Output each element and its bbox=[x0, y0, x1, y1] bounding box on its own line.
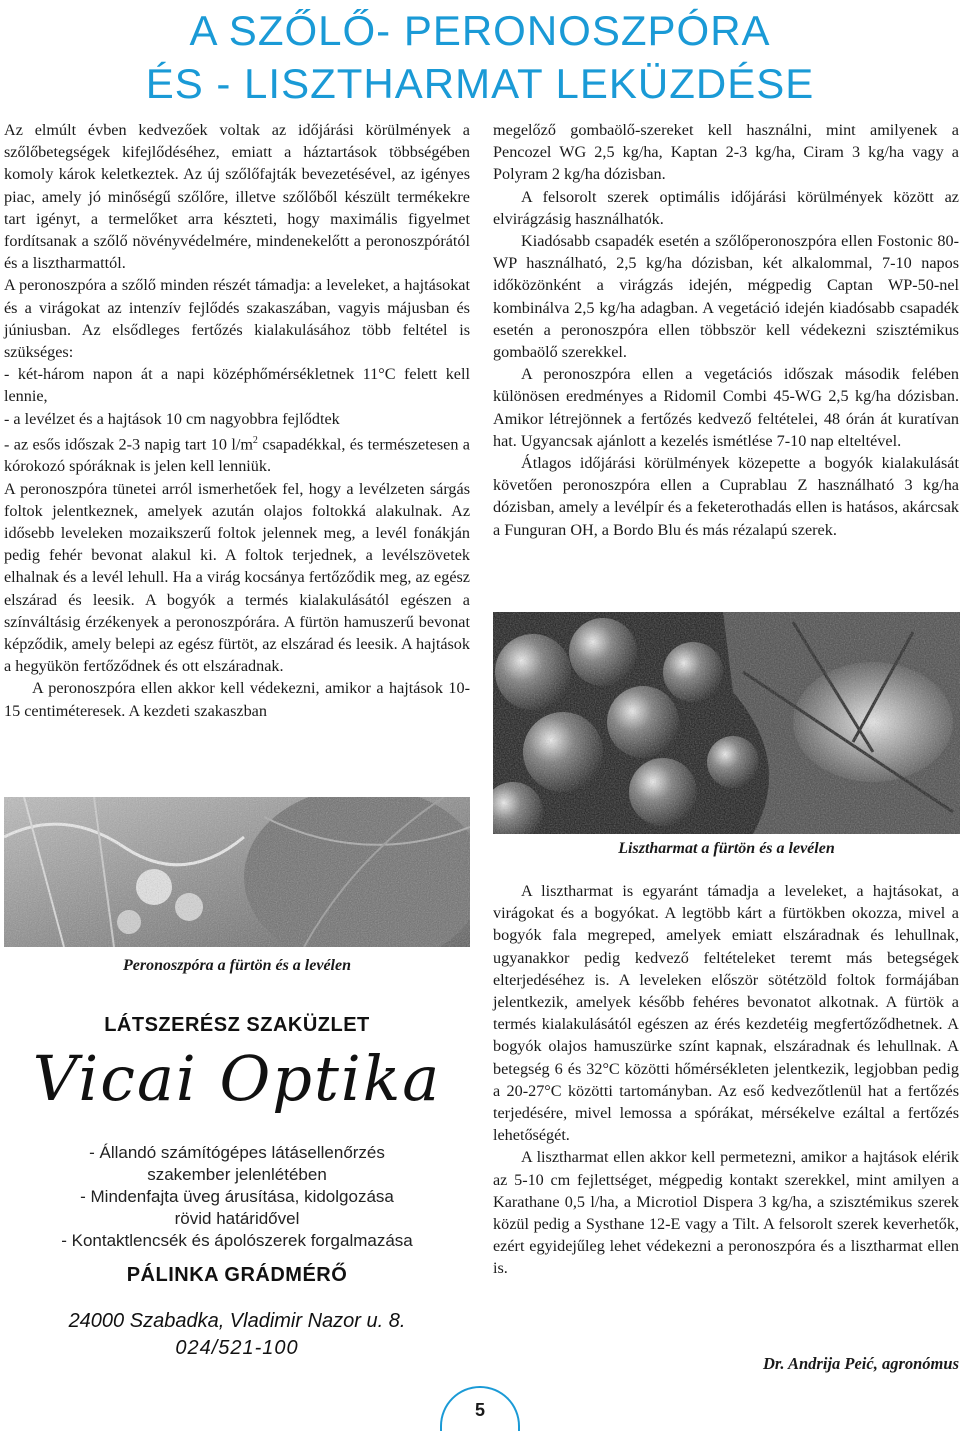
left-paragraph-7: A peronoszpóra ellen akkor kell védekezni, amikor a hajtások 10-15 centiméteresek. A kezdeti szakaszban bbox=[4, 679, 470, 720]
right-top-paragraph-2: A felsorolt szerek optimális időjárási körülmények között az elvirágzásig használhatók. bbox=[493, 187, 959, 228]
page-number-badge bbox=[440, 1386, 520, 1431]
right-column-top bbox=[493, 119, 959, 541]
ad-line-5: - Kontaktlencsék és ápolószerek forgalmazása bbox=[61, 1231, 413, 1250]
ad-store-heading: LÁTSZERÉSZ SZAKÜZLET bbox=[104, 1014, 370, 1036]
ad-address: 24000 Szabadka, Vladimir Nazor u. 8. bbox=[68, 1310, 406, 1332]
left-paragraph-2: A peronoszpóra a szőlő minden részét támadja: a leveleket, a hajtásokat és a virágokat az intenzív fejlődés szakaszában, vagyis májusban és júniusban. Az elsődleges fertőzés kialakulásához több feltétel is szükséges: bbox=[4, 276, 470, 362]
left-paragraph-4: - a levélzet és a hajtások 10 cm nagyobbra fejlődtek bbox=[4, 409, 340, 428]
left-paragraph-3: - két-három napon át a napi középhőmérsékletnek 11°C felett kell lennie, bbox=[4, 365, 470, 406]
right-column-bottom bbox=[493, 880, 959, 1280]
right-top-paragraph-4: A peronoszpóra ellen a vegetációs időszak második felében különösen eredményes a Ridomil Combi 45-WG 2,5 kg/ha dózisban. Amikor létrejönnek a fertőzés kedvező feltételei, 48 órán át kuratívan hat. Ugyancsak ajánlott a kezelés ismétlése 7-10 nap elteltével. bbox=[493, 365, 959, 450]
ad-brand-logo: Vicai Optika bbox=[32, 1042, 442, 1115]
left-column bbox=[4, 119, 470, 722]
right-top-paragraph-1: megelőző gombaölő-szereket kell használni, mint amilyenek a Pencozel WG 2,5 kg/ha, Kaptan 2-3 kg/ha, Ciram 3 kg/ha vagy a Polyram 2 kg/ha dózisban. bbox=[493, 121, 959, 184]
optician-advertisement bbox=[4, 992, 470, 1382]
downy-mildew-photo bbox=[4, 797, 470, 947]
ad-line-4: rövid határidővel bbox=[174, 1209, 300, 1228]
caption-downy-mildew: Peronoszpóra a fürtön és a levélen bbox=[123, 957, 351, 974]
ad-extra-product: PÁLINKA GRÁDMÉRŐ bbox=[126, 1264, 348, 1286]
caption-powdery-mildew: Lisztharmat a fürtön és a levélen bbox=[618, 840, 835, 857]
left-paragraph-1: Az elmúlt évben kedvezőek voltak az időjárási körülmények a szőlőbetegségek kifejlődéséhez, emiatt a háztartások többségében komoly károk keletkeztek. Az új szőlőfajták bevezetésével, az igényes piac, amely jó minőségű szőlőre, illetve szőlőből készült termékekre tart igényt, a termelőket arra készteti, hogy maximális figyelmet fordítsanak a szőlő növényvédelmére, mindenekelőtt a peronoszpórától és a lisztharmattól. bbox=[4, 121, 470, 273]
ad-line-3: - Mindenfajta üveg árusítása, kidolgozása bbox=[80, 1187, 394, 1206]
title-line-1: A SZŐLŐ- PERONOSZPÓRA bbox=[189, 7, 771, 54]
page-number: 5 bbox=[474, 1400, 485, 1420]
ad-phone: 024/521-100 bbox=[175, 1337, 299, 1359]
left-p5-sup: 2 bbox=[252, 434, 258, 446]
author-signature: Dr. Andrija Peić, agronómus bbox=[762, 1354, 959, 1373]
left-paragraph-6: A peronoszpóra tünetei arról ismerhetőek fel, hogy a levélzeten sárgás foltok jelentkeznek, amelyek azután olajos foltokká alakulnak. Az idősebb leveleken mozaikszerű foltok jelennek meg, a levél fonákján pedig fehér bevonat alakul ki. A foltok terjednek, a levélszövetek elhalnak és a levél lehull. Ha a virág kocsánya fertőződik meg, az egész elszárad és leesik. A bogyók a termés kialakulásától egészen a színváltásig érzékenyek a peronoszpórára. A fürtön hamuszerű bevonat képződik, amely belepi az egész fürtöt, az elszárad és leesik. A hajtások a hegyükön fertőződnek és ott elszáradnak. bbox=[4, 479, 470, 676]
title-line-2: ÉS - LISZTHARMAT LEKÜZDÉSE bbox=[145, 60, 815, 107]
ad-line-1: - Állandó számítógépes látásellenőrzés bbox=[89, 1143, 385, 1162]
right-top-paragraph-5: Átlagos időjárási körülmények közepette a bogyók kialakulását követően peronoszpóra ellen a Cuprablau Z használható 3 kg/ha dózisban, amely a levélpír és a feketerothadás ellen is hatásos, akárcsak a Funguran OH, a Bordo Blu és más rézalapú szerek. bbox=[493, 454, 959, 539]
left-p5-b: csapadékkal, és természetesen a kórokozó spóráknak is jelen kell lenniük. bbox=[4, 435, 470, 476]
right-bottom-paragraph-1: A lisztharmat is egyaránt támadja a leveleket, a hajtásokat, a virágokat és a bogyókat. A legtöbb kárt a fürtökben okozza, mivel a bogyók fala megreped, amelyek emiatt elszáradnak és lehullnak, ugyanakkor pedig kedvező feltételeket teremt más betegségek elterjedéséhez is. A leveleken először sötétzöld foltok formájában jelentkezik, amelyek később fehéres bevonatot alkotnak. A fürtök a termés kialakulásától egészen az érés kezdetéig megfertőződhetnek. A bogyók olajos hamuszürke színt kapnak, elszáradnak és lehullnak. A betegség 6 és 32°C közötti hőmérsékleten jelentkezik, legjobban pedig a 20-27°C közötti tartományban. Az eső kedvezőtlenül hat a fertőzés terjedésére, mivel lemossa a spórákat, mérsékelve ezáltal a fertőzés lehetőségét. bbox=[493, 882, 959, 1145]
right-top-paragraph-3: Kiadósabb csapadék esetén a szőlőperonoszpóra ellen Fostonic 80-WP használható, 2,5 kg/ha dózisban, két alkalommal, 7-10 napos időközönként a virágzás idején, mégpedig Captan WP-50-nel kombinálva 2,5 kg/ha adagban. A vegetáció idején kiadósabb csapadék esetén a peronoszpóra ellen többször kell védekezni szisztémikus gombaölő szerekkel. bbox=[493, 232, 959, 362]
left-p5-a: - az esős időszak 2-3 napig tart 10 l/m bbox=[4, 435, 253, 454]
ad-line-2: szakember jelenlétében bbox=[147, 1165, 327, 1184]
powdery-mildew-photo bbox=[493, 612, 960, 834]
left-paragraph-5 bbox=[4, 430, 470, 478]
right-bottom-paragraph-2: A lisztharmat ellen akkor kell permetezni, amikor a hajtások elérik az 5-10 cm fejlettséget, mégpedig kontakt szerekkel, mint amilyen a Karathane 0,5 l/ha, a Microtiol Dispera 3 kg/ha, a szisztémikus szerek közül pedig a Systhane 12-E vagy a Tilt. A felsorolt szerek keverhetők, ezért egyidejűleg lehet védekezni a peronoszpóra és a lisztharmat ellen is. bbox=[493, 1148, 959, 1278]
